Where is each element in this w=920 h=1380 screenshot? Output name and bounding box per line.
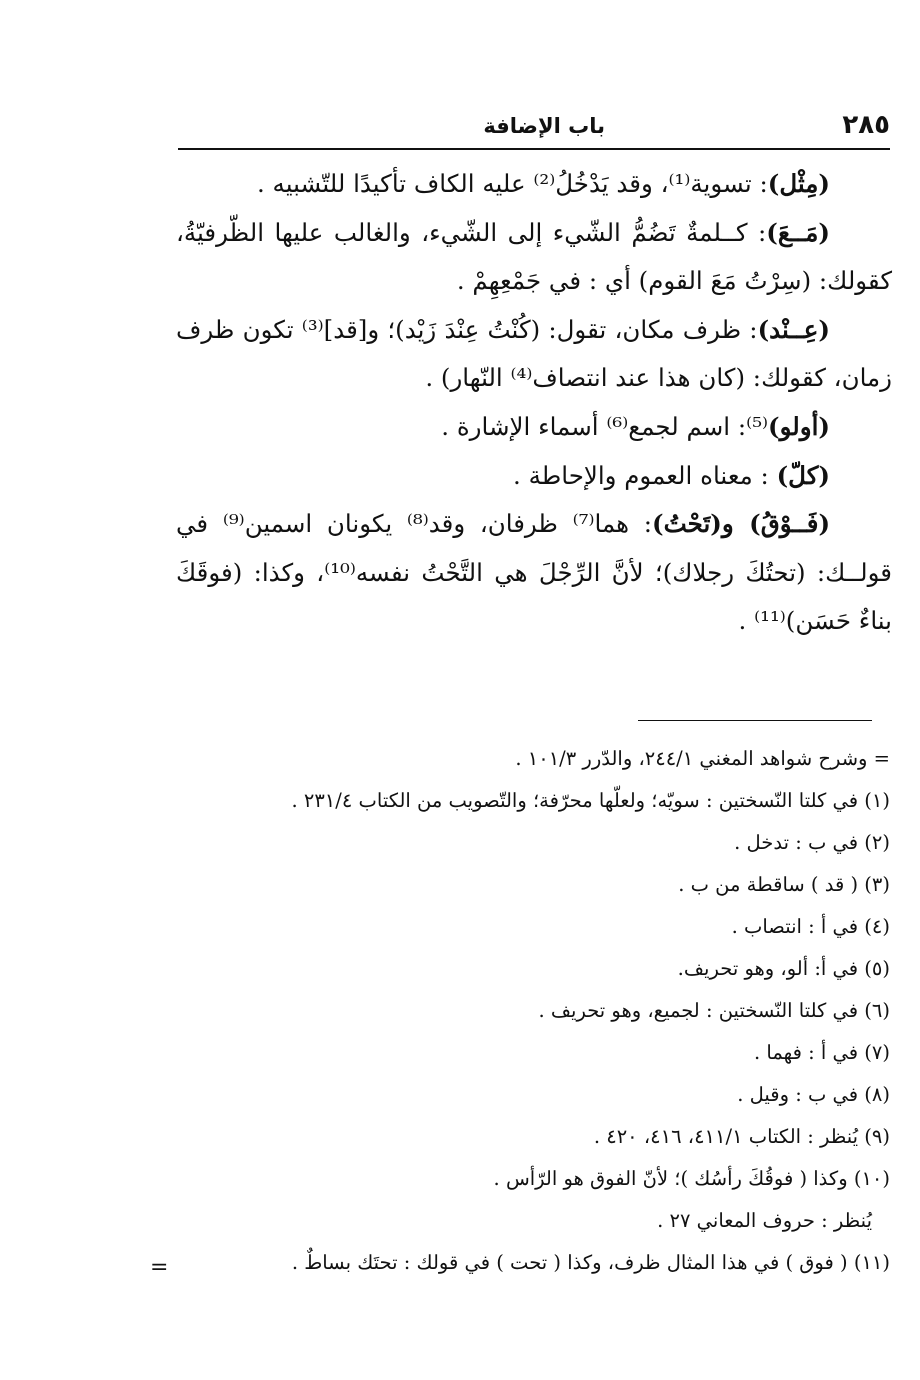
footnote-continuation: = وشرح شواهد المغني ٢٤٤/١، والدّرر ١٠١/٣ . [515,747,890,770]
footnote-4: (٤) في أ : انتصاب . [731,915,890,938]
entry-text: : معناه العموم والإحاطة . [513,460,777,490]
entry-mithl [176,160,892,209]
footnote-6: (٦) في كلتا النّسختين : لجميع، وهو تحريف . [538,999,890,1022]
entry-text: : كــلمةٌ تَضُمُّ الشّيء إلى الشّيء، والغالب عليها الظّرفيّةُ، كقولك: (سِرْتُ مَعَ القوم) أي : في جَمْعِهِمْ . [176,217,892,296]
entry-text: : تسوية⁽¹⁾، وقد يَدْخُلُ⁽²⁾ عليه الكاف تأكيدًا للتّشبيه . [256,169,768,198]
footnote-10-continued: يُنظر : حروف المعاني ٢٧ . [657,1209,872,1232]
entry-term: (كلّ) [776,460,830,490]
entry-term: (أولو) [768,411,830,441]
running-title: باب الإضافة [483,114,605,138]
entry-fawq-taht [176,500,892,646]
footnote-9: (٩) يُنظر : الكتاب ٤١١/١، ٤١٦، ٤٢٠ . [593,1125,890,1148]
main-text [176,160,892,646]
entry-ulu [176,403,892,452]
footnotes [150,738,890,1284]
page-number: ٢٨٥ [842,110,890,140]
footnote-10: (١٠) وكذا ( فوقُكَ رأسُك )؛ لأنّ الفوق هو الرّأس . [493,1167,890,1190]
entry-inda [176,306,892,403]
entry-term: (فَــوْقُ) و(تَحْتُ) [651,509,831,539]
footnote-8: (٨) في ب : وقيل . [737,1083,890,1106]
entry-text: ⁽⁵⁾: اسم لجمع⁽⁶⁾ أسماء الإشارة . [441,411,769,441]
entry-term: (عِــنْد) [757,314,830,344]
footnote-5: (٥) في أ: ألو، وهو تحريف. [677,957,890,980]
footnote-3: (٣) ( قد ) ساقطة من ب . [678,873,890,896]
continuation-mark: = [150,1255,169,1280]
footnote-11: (١١) ( فوق ) في هذا المثال ظرف، وكذا ( تحت ) في قولك : تحتَك بساطٌ . [291,1251,890,1274]
entry-kull [176,452,892,501]
entry-text: : هما⁽⁷⁾ ظرفان، وقد⁽⁸⁾ يكونان اسمين⁽⁹⁾ في قولــك: (تحتُكَ رجلاك)؛ لأنَّ الرِّجْلَ هي التَّحْتُ نفسه⁽¹⁰⁾، وكذا: (فوقَكَ بناءٌ حَسَن)⁽¹¹⁾ . [176,509,892,636]
footnote-2: (٢) في ب : تدخل . [734,831,890,854]
entry-text: : ظرف مكان، تقول: (كُنْتُ عِنْدَ زَيْد)؛ و[قد]⁽³⁾ تكون ظرف زمان، كقولك: (كان هذا عند انتصاف⁽⁴⁾ النّهار) . [176,314,892,393]
entry-maa [176,209,892,306]
entry-term: (مِثْل) [767,169,830,198]
footnote-separator [638,720,872,721]
footnote-7: (٧) في أ : فهما . [754,1041,890,1064]
footnote-1: (١) في كلتا النّسختين : سويّه؛ ولعلّها محرّفة؛ والتّصويب من الكتاب ٢٣١/٤ . [291,789,890,812]
page-header [178,110,890,150]
entry-term: (مَــعَ) [766,217,830,247]
